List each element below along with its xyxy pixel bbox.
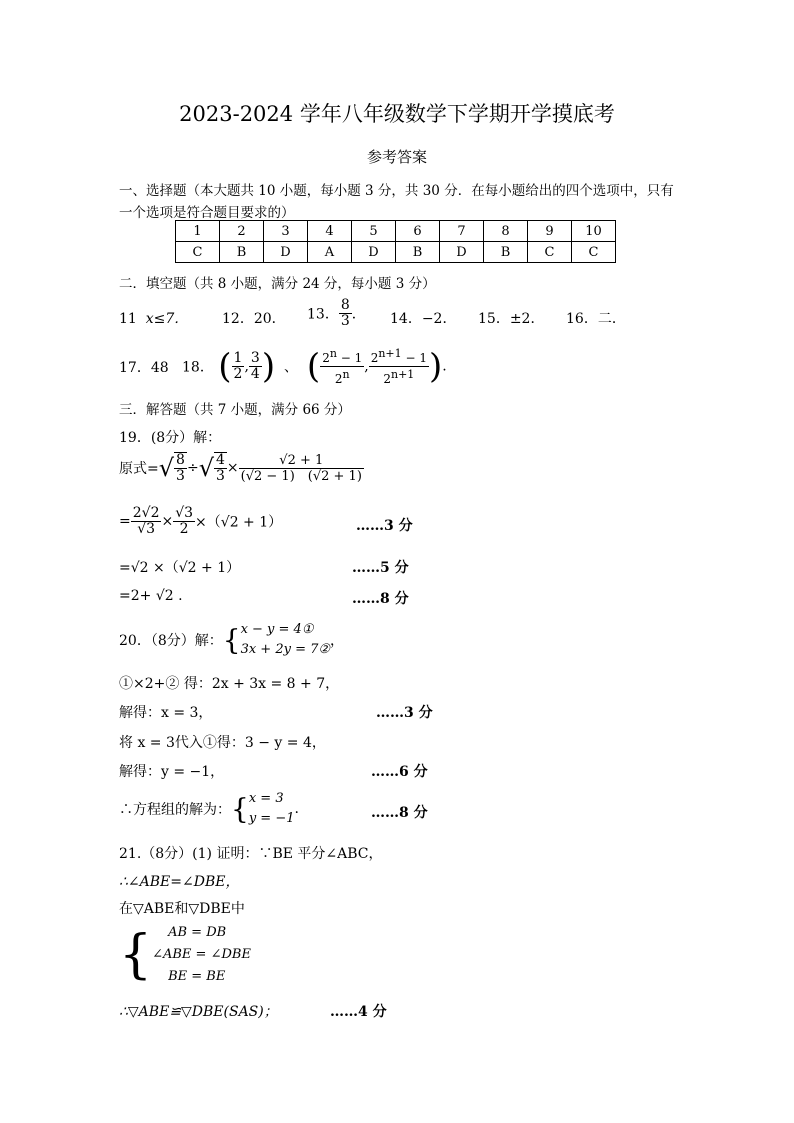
q20-solution-label: ∴方程组的解为：: [119, 802, 231, 818]
q20-step-5: ∴方程组的解为：{ x = 3 y = −1 .: [119, 789, 299, 829]
q20-step-2: 解得：x = 3，: [119, 705, 213, 721]
brace: {: [222, 623, 241, 657]
q21-line-4: ∴▽ABE≌▽DBE(SAS)；: [119, 1004, 278, 1020]
paren-right: ): [261, 346, 276, 387]
equation-2: 3x + 2y = 7②: [240, 642, 331, 657]
q20-score-2: ……6 分: [371, 764, 428, 780]
fraction: $\frac{2^{n+1} - 1}{2^{n+1}}$: [370, 347, 427, 386]
q20-step-1: ①×2+② 得：2x + 3x = 8 + 7，: [119, 676, 340, 692]
answer-table-numbers-row: [176, 221, 616, 242]
condition-2: ∠ABE = ∠DBE: [152, 947, 251, 962]
q14: 14．−2．: [390, 311, 457, 327]
q19-line-1: 原式=√ $\frac{8}{3}$ ÷√ $\frac{4}{3}$ × $\frac{√2 + 1}{(√2 - 1) (√2 + 1)}$: [119, 452, 362, 484]
brace: {: [231, 792, 249, 826]
q11-number: 11: [119, 311, 137, 327]
equation-1: x − y = 4①: [240, 622, 314, 637]
table-cell: 2: [220, 221, 264, 242]
table-cell: D: [264, 242, 308, 263]
answer-table-answers-row: [176, 242, 616, 263]
paren-right: ): [428, 346, 443, 387]
solution-1: x = 3: [248, 791, 284, 806]
table-cell: B: [484, 242, 528, 263]
q20-step-3: 将 x = 3代入①得：3 − y = 4，: [119, 735, 326, 751]
table-cell: C: [572, 242, 616, 263]
q20-score-3: ……8 分: [371, 805, 428, 821]
q19-score-3: ……8 分: [352, 591, 409, 607]
q13-label: 13．: [307, 306, 339, 323]
fraction: $\frac{4}{3}$: [215, 452, 225, 484]
equation-system: [241, 620, 330, 660]
q19-heading: 19．(8分）解：: [119, 430, 222, 446]
table-cell: A: [308, 242, 352, 263]
page-title: 2023-2024 学年八年级数学下学期开学摸底考: [179, 102, 615, 126]
section1-heading-2: 一个选项是符合题目要求的）: [119, 205, 295, 221]
table-cell: 7: [440, 221, 484, 242]
fraction: $\frac{3}{4}$: [250, 350, 260, 382]
table-cell: B: [396, 242, 440, 263]
table-cell: 5: [352, 221, 396, 242]
solution-2: y = −1: [248, 811, 295, 826]
q21-conditions: [119, 922, 251, 988]
q20-label: 20．（8分）解：: [119, 633, 223, 649]
table-cell: C: [528, 242, 572, 263]
section2-heading: 二．填空题（共 8 小题，满分 24 分，每小题 3 分）: [119, 276, 436, 292]
q15: 15．±2．: [478, 311, 545, 327]
table-cell: 6: [396, 221, 440, 242]
condition-1: AB = DB: [168, 925, 227, 940]
table-cell: 4: [308, 221, 352, 242]
q21-line-2: ∴∠ABE=∠DBE，: [119, 874, 240, 890]
fraction: $\frac{2√2}{√3}$: [132, 505, 160, 537]
fraction: $\frac{√3}{2}$: [175, 505, 194, 537]
q18-label: 18．: [182, 359, 214, 376]
condition-system: [152, 922, 251, 988]
table-cell: D: [352, 242, 396, 263]
fraction: $\frac{2^n - 1}{2^n}$: [322, 347, 363, 386]
brace: {: [119, 925, 153, 985]
q13-denominator: 3: [340, 313, 350, 329]
solution-system: [249, 789, 295, 829]
q13-numerator: 8: [340, 297, 350, 313]
table-cell: 3: [264, 221, 308, 242]
q11: [119, 308, 188, 328]
q21-score-1: ……4 分: [330, 1004, 387, 1020]
q11-answer: x≤7．: [145, 311, 189, 327]
paren-left: (: [306, 346, 321, 387]
q13-fraction: [339, 298, 352, 329]
fraction: $\frac{8}{3}$: [176, 452, 185, 484]
paren-left: (: [218, 346, 232, 387]
table-cell: C: [176, 242, 220, 263]
page-subtitle: 参考答案: [366, 148, 427, 166]
q21-heading: 21.（8分）(1) 证明：∵BE 平分∠ABC，: [119, 846, 383, 862]
table-cell: 8: [484, 221, 528, 242]
q20-step-4: 解得：y = −1，: [119, 764, 225, 780]
answer-table: [175, 220, 616, 263]
q18: 18． ( $\frac{1}{2}$ , $\frac{3}{4}$ ) 、 ( $\frac{2^n - 1}{2^n}$ , $\frac{2^{n+1} - 1}{2^{n+1}}$ ).: [182, 346, 447, 387]
q21-line-3: 在▽ABE和▽DBE中: [119, 901, 245, 917]
q19-line-3: =√2 ×（√2 + 1）: [119, 560, 241, 576]
section3-heading: 三．解答题（共 7 小题，满分 66 分）: [119, 402, 351, 418]
section1-heading: 一、选择题（本大题共 10 小题，每小题 3 分，共 30 分．在每小题给出的四个选项中，只有: [119, 183, 674, 199]
fraction: $\frac{1}{2}$: [233, 350, 243, 382]
table-cell: 9: [528, 221, 572, 242]
q16: 16．二．: [566, 311, 626, 327]
q19-line-4: =2+ √2 .: [119, 588, 183, 604]
q19-expr-label: 原式=: [119, 461, 159, 477]
q13: 13． $\frac{8}{3}$ ．: [307, 297, 366, 329]
table-cell: 1: [176, 221, 220, 242]
table-cell: 10: [572, 221, 616, 242]
table-cell: B: [220, 242, 264, 263]
condition-3: BE = BE: [168, 969, 226, 984]
fraction: $\frac{√2 + 1}{(√2 - 1) (√2 + 1)}$: [240, 452, 362, 484]
q19-score-2: ……5 分: [352, 560, 409, 576]
table-cell: D: [440, 242, 484, 263]
q20-heading: 20．（8分）解：{ x − y = 4① 3x + 2y = 7② ，: [119, 620, 344, 660]
q17: 17．48: [119, 360, 169, 376]
q20-score-1: ……3 分: [376, 705, 433, 721]
q12: 12．20．: [222, 311, 286, 327]
q19-line-2: = $\frac{2√2}{√3}$ × $\frac{√3}{2}$ ×（√2 + 1）: [119, 505, 283, 537]
q19-score-1: ……3 分: [356, 518, 413, 534]
